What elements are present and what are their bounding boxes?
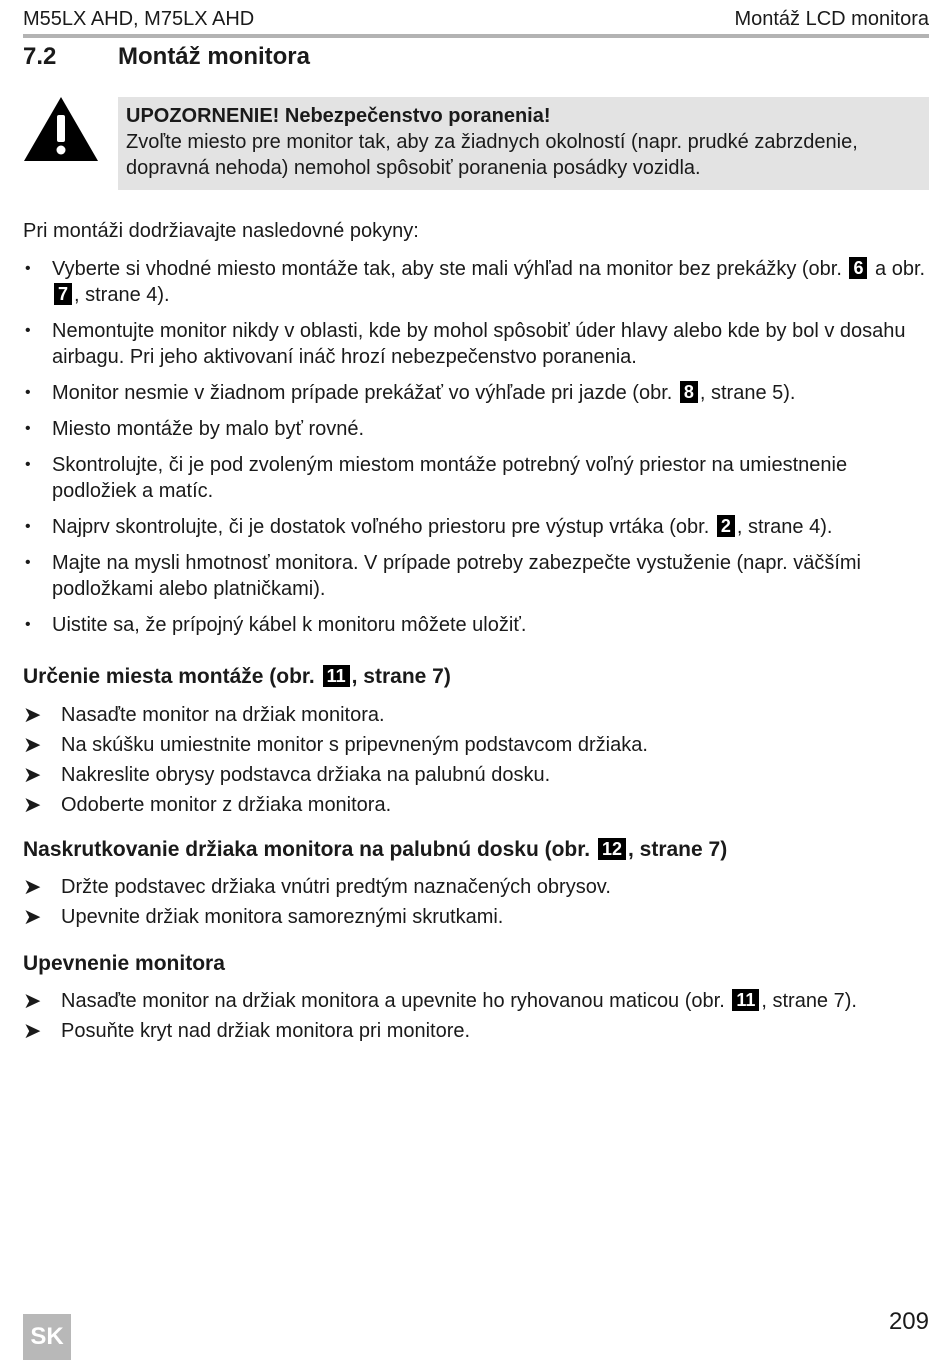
arrow-icon: ➤ bbox=[23, 732, 42, 757]
text: , strane 7) bbox=[351, 665, 451, 688]
steps-list-3 bbox=[23, 986, 929, 1046]
step-item bbox=[23, 790, 929, 820]
warning-title: UPOZORNENIE! Nebezpečenstvo poranenia! bbox=[126, 105, 551, 127]
list-item bbox=[23, 256, 929, 308]
text: Držte podstavec držiaka vnútri predtým naznačených obrysov. bbox=[61, 876, 611, 898]
figure-badge: 11 bbox=[323, 665, 350, 687]
step-item bbox=[23, 760, 929, 790]
warning-box bbox=[118, 97, 929, 190]
list-item: • Majte na mysli hmotnosť monitora. V prípade potreby zabezpečte vystuženie (napr. väčšími podložkami alebo platničkami). bbox=[23, 550, 929, 602]
text: Upevnite držiak monitora samoreznými skrutkami. bbox=[61, 906, 504, 928]
page-number: 209 bbox=[888, 1308, 929, 1335]
subheading-mounting-location bbox=[23, 664, 451, 690]
list-item bbox=[23, 380, 929, 406]
text: Posuňte kryt nad držiak monitora pri monitore. bbox=[61, 1020, 471, 1042]
header-model: M55LX AHD, M75LX AHD bbox=[23, 8, 255, 30]
figure-badge: 6 bbox=[849, 257, 867, 279]
instruction-list bbox=[23, 256, 929, 648]
header-chapter: Montáž LCD monitora bbox=[734, 8, 929, 30]
steps-list-1 bbox=[23, 700, 929, 820]
text: Monitor nesmie v žiadnom prípade prekážať vo výhľade pri jazde (obr. bbox=[52, 382, 678, 404]
arrow-icon: ➤ bbox=[23, 1018, 42, 1043]
step-item bbox=[23, 902, 929, 932]
intro-text: Pri montáži dodržiavajte nasledovné pokyny: bbox=[23, 220, 419, 242]
arrow-icon: ➤ bbox=[23, 702, 42, 727]
section-title-text: Montáž monitora bbox=[118, 43, 310, 70]
arrow-icon: ➤ bbox=[23, 874, 42, 899]
text: , strane 4). bbox=[74, 284, 170, 306]
step-item bbox=[23, 730, 929, 760]
steps-list-2 bbox=[23, 872, 929, 932]
text: Nasaďte monitor na držiak monitora a upevnite ho ryhovanou maticou (obr. bbox=[61, 990, 731, 1012]
step-item bbox=[23, 986, 929, 1016]
arrow-icon: ➤ bbox=[23, 988, 42, 1013]
subheading-fixing-monitor: Upevnenie monitora bbox=[23, 952, 225, 975]
figure-badge: 11 bbox=[732, 989, 759, 1011]
figure-badge: 12 bbox=[598, 838, 626, 860]
warning-text: Zvoľte miesto pre monitor tak, aby za žiadnych okolností (napr. prudké zabrzdenie, dopravná nehoda) nemohol spôsobiť poranenia posádky vozidla. bbox=[126, 131, 858, 179]
figure-badge: 7 bbox=[54, 283, 72, 305]
warning-triangle-icon bbox=[23, 95, 99, 163]
section-title bbox=[23, 43, 310, 71]
language-badge: SK bbox=[23, 1314, 71, 1360]
figure-badge: 8 bbox=[680, 381, 698, 403]
step-item bbox=[23, 1016, 929, 1046]
list-item: • Nemontujte monitor nikdy v oblasti, kde by mohol spôsobiť úder hlavy alebo kde by bol v dosahu airbagu. Pri jeho aktivovaní ináč hrozí nebezpečenstvo poranenia. bbox=[23, 318, 929, 370]
list-item bbox=[23, 514, 929, 540]
list-item: • Uistite sa, že prípojný kábel k monitoru môžete uložiť. bbox=[23, 612, 929, 638]
text: Nakreslite obrysy podstavca držiaka na palubnú dosku. bbox=[61, 764, 551, 786]
text: , strane 5). bbox=[699, 382, 796, 404]
text: , strane 7) bbox=[627, 838, 728, 861]
step-item bbox=[23, 700, 929, 730]
subheading-screwing-holder bbox=[23, 837, 727, 863]
section-number: 7.2 bbox=[23, 43, 57, 70]
arrow-icon: ➤ bbox=[23, 792, 42, 817]
text: a obr. bbox=[869, 258, 926, 280]
page-header bbox=[23, 8, 929, 38]
text: , strane 4). bbox=[736, 516, 833, 538]
text: , strane 7). bbox=[761, 990, 857, 1012]
text: Nasaďte monitor na držiak monitora. bbox=[61, 704, 385, 726]
arrow-icon: ➤ bbox=[23, 904, 42, 929]
text: Vyberte si vhodné miesto montáže tak, aby ste mali výhľad na monitor bez prekážky (obr. bbox=[52, 258, 848, 280]
text: Na skúšku umiestnite monitor s pripevneným podstavcom držiaka. bbox=[61, 734, 648, 756]
text: Odoberte monitor z držiaka monitora. bbox=[61, 794, 392, 816]
figure-badge: 2 bbox=[717, 515, 735, 537]
arrow-icon: ➤ bbox=[23, 762, 42, 787]
list-item: • Miesto montáže by malo byť rovné. bbox=[23, 416, 929, 442]
text: Určenie miesta montáže (obr. bbox=[23, 665, 321, 688]
text: Naskrutkovanie držiaka monitora na palubnú dosku (obr. bbox=[23, 838, 596, 861]
text: Najprv skontrolujte, či je dostatok voľného priestoru pre výstup vrtáka (obr. bbox=[52, 516, 715, 538]
step-item bbox=[23, 872, 929, 902]
list-item: • Skontrolujte, či je pod zvoleným miestom montáže potrebný voľný priestor na umiestnenie podložiek a matíc. bbox=[23, 452, 929, 504]
